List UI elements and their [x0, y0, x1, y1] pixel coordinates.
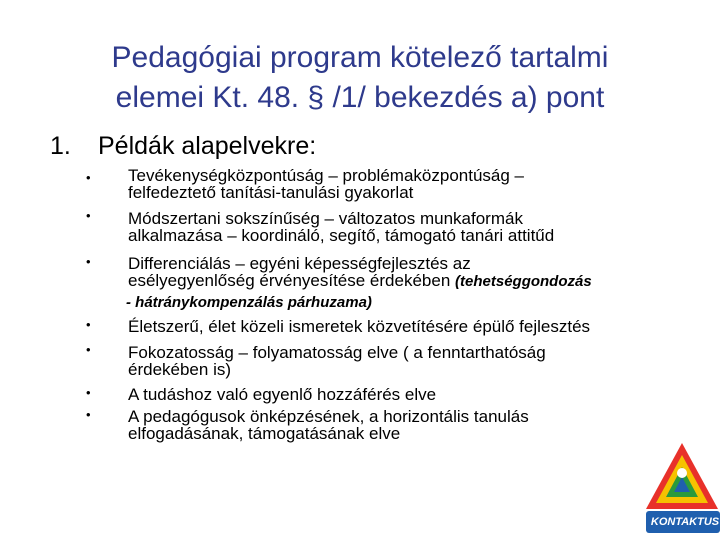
list-item-emphasis: - hátránykompenzálás párhuzama) [126, 294, 372, 311]
bullet-dot: • [86, 254, 91, 269]
bullet-dot: • [86, 170, 91, 185]
bullet-dot: • [86, 317, 91, 332]
heading-number: 1. [50, 132, 71, 160]
list-item-line: elfogadásának, támogatásának elve [128, 424, 401, 443]
list-item-line: felfedeztető tanítási-tanulási gyakorlat [128, 183, 414, 202]
list-item-text: esélyegyenlőség érvényesítése érdekében [128, 271, 451, 290]
list-item-line: Fokozatosság – folyamatosság elve ( a fenntarthatóság [128, 343, 546, 362]
bullet-dot: • [86, 407, 91, 422]
list-item-line: Módszertani sokszínűség – változatos munkaformák [128, 209, 523, 228]
list-item [128, 386, 688, 403]
title-line-2: elemei Kt. 48. § /1/ bekezdés a) pont [115, 81, 605, 114]
kontaktus-logo [644, 437, 720, 540]
list-item [128, 344, 688, 378]
list-item [128, 210, 688, 244]
logo-text: KONTAKTUS [650, 516, 720, 528]
list-item-line: Tevékenységközpontúság – problémaközpontúság – [128, 166, 524, 185]
heading-text: Példák alapelvekre: [98, 132, 317, 160]
bullet-dot: • [86, 342, 91, 357]
list-item-line: Differenciálás – egyéni képességfejlesztés az [128, 254, 471, 273]
list-item-line: alkalmazása – koordináló, segítő, támogató tanári attitűd [128, 226, 555, 245]
list-item-emphasis: (tehetséggondozás [455, 273, 592, 290]
list-item-line: érdekében is) [128, 360, 232, 379]
list-item-line: A pedagógusok önképzésének, a horizontális tanulás [128, 407, 529, 426]
title-line-1: Pedagógiai program kötelező tartalmi [111, 41, 609, 74]
list-item [128, 318, 688, 335]
list-item-line: Életszerű, élet közeli ismeretek közvetítésére épülő fejlesztés [128, 317, 591, 336]
list-item [128, 255, 688, 311]
list-item [128, 167, 688, 201]
bullet-dot: • [86, 385, 91, 400]
list-item [128, 408, 688, 442]
bullet-dot: • [86, 208, 91, 223]
list-item-line: A tudáshoz való egyenlő hozzáférés elve [128, 385, 437, 404]
list-item-line [128, 272, 688, 290]
